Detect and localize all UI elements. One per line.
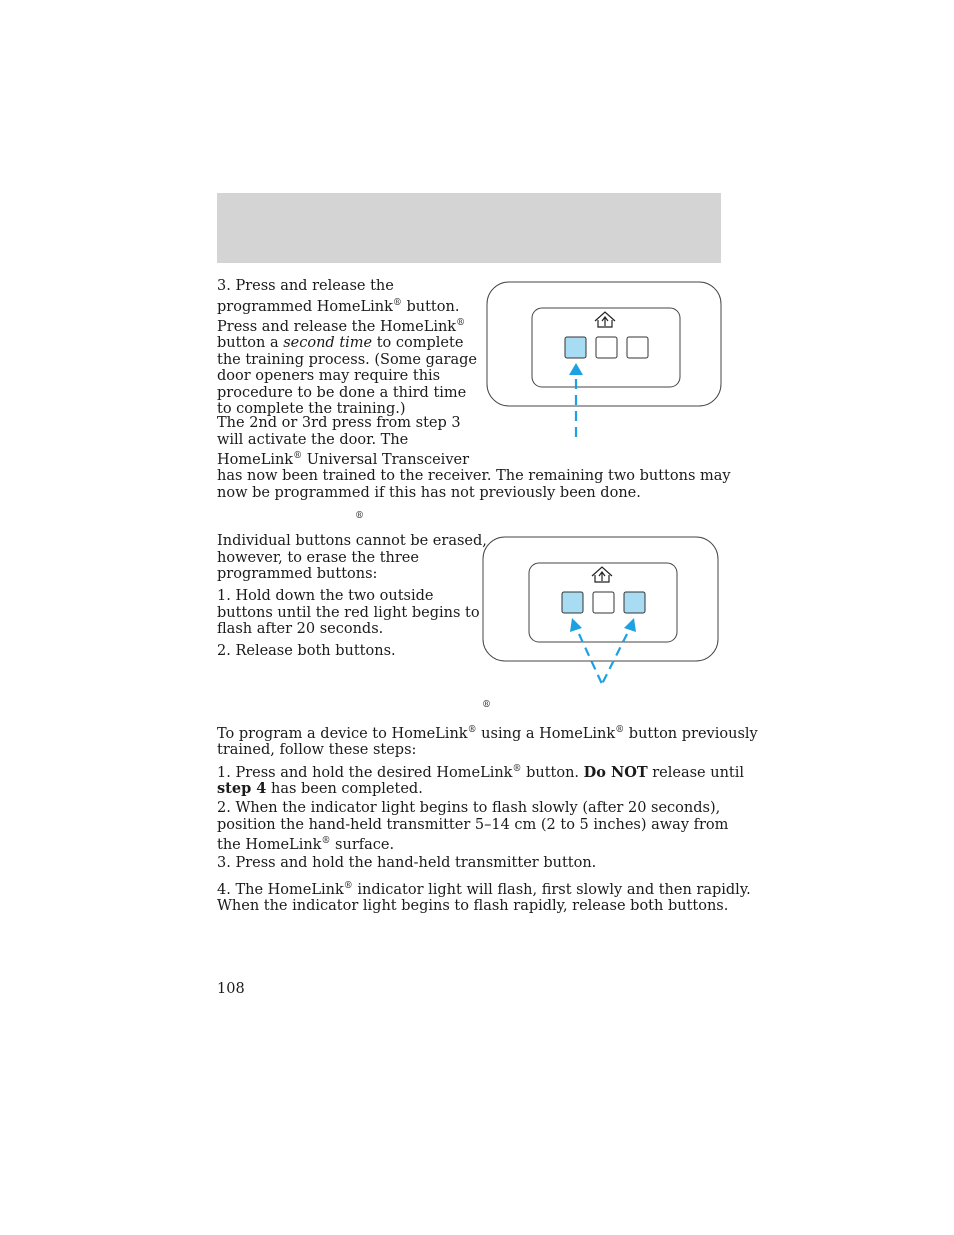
step3-paragraph: 3. Press and release the programmed HomeLink® button. Press and release the HomeLink® button a second time to complete the training process. (Some garage door openers may require this procedure to be done a third time to complete the training.) [217,278,477,418]
homelink-button-3-highlighted [624,592,645,613]
home-icon [595,312,615,327]
homelink-button-3 [627,337,648,358]
arrow-up-icon [569,363,583,439]
erase-step2: 2. Release both buttons. [217,643,396,659]
home-icon [592,567,612,582]
registered-mark: ® [355,511,364,521]
homelink-diagram-single [486,281,724,441]
program-step4: 4. The HomeLink® indicator light will flash, first slowly and then rapidly. When the indicator light begins to flash rapidly, release both buttons. [217,881,751,915]
page-number: 108 [217,981,245,997]
homelink-button-1-highlighted [562,592,583,613]
program-step1: 1. Press and hold the desired HomeLink® button. Do NOT release until step 4 has been completed. [217,763,745,798]
activation-paragraph: The 2nd or 3rd press from step 3 will activate the door. The HomeLink® Universal Transceiver has now been trained to the receiver. The remaining two buttons may now be programmed if this has not previously been done. [217,415,731,501]
homelink-diagram-outer [482,536,720,688]
erase-intro-paragraph: Individual buttons cannot be erased, however, to erase the three programmed buttons: [217,533,487,582]
erase-step1: 1. Hold down the two outside buttons until the red light begins to flash after 20 seconds. [217,588,480,637]
arrow-up-icon [570,618,636,684]
program-intro-paragraph: To program a device to HomeLink® using a HomeLink® button previously trained, follow these steps: [217,725,758,759]
homelink-button-2 [593,592,614,613]
homelink-button-2 [596,337,617,358]
registered-mark: ® [482,700,491,710]
homelink-button-1-highlighted [565,337,586,358]
header-band [217,193,721,263]
program-step3: 3. Press and hold the hand-held transmitter button. [217,855,597,871]
program-step2: 2. When the indicator light begins to flash slowly (after 20 seconds), position the hand-held transmitter 5–14 cm (2 to 5 inches) away from the HomeLink® surface. [217,800,729,853]
